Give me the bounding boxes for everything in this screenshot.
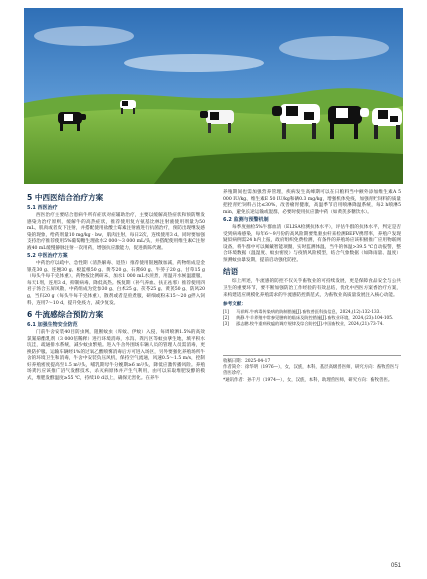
page-number: 051 bbox=[390, 563, 401, 569]
section-6-1-paragraph: 门前牛舍安装40目防虫网，阻断蚊虫（库蚊、伊蚊）入侵，每周喷洒1.5%的高效氯氰菊酯乳剂（3 000倍稀释）进行环境消毒，水沟、粪污区等蚊虫孳生地，填平积水坑洼，疏通排水系统，减少蚊虫繁殖。进入牛舍外围场车辆人员的管理人员需消毒，更换防护服。运输车辆经1%的过氧乙酸喷雾消毒后方可进入场区，另外要强化养殖场所牛舍的环境卫生和消毒，牛舍中安装负压风机，保持空气流通，风速0.5～1.5 m/s，控制好养殖密度提高至1.5 m²/头，哺乳期母牛分娩期≥6 m²/头，降低应激传播风险。养殖场粪污应该推广沼气发酵技术，杀灭病原体并产生气利用，由可以采取堆肥发酵的模式，堆肥发酵温度≥55 ℃，持续10 d以上，确保无害化。在养牛 bbox=[27, 330, 205, 381]
pasture-illustration bbox=[24, 8, 403, 184]
section-6-2-paragraph: 每季度抽检5%牛群血清（ELISA检测抗体水平），评估牛群的抗体水平，判定是否受到病毒感染，每年6～9月份的高风险期要集驱虫杆来检测BEFV携带率，养殖户发现疑似病例需24 h内上报，政府组织免费检测，有条件的养殖场应该积极推广应用物联网设备，将牛群中可以佩戴智能项圈，实时监测体温，当牛的体温>39.5 ℃自动报警，整合环境数据（温湿度、蚊虫密度）与疫情风险模型，结合气象数据（如降雨量、温度）预测蚊虫暴发期，提前启动强化防控。 bbox=[223, 225, 401, 263]
section-5-title: 5 中西医结合治疗方案 bbox=[27, 193, 104, 202]
section-5-2-paragraph: 中药治疗以疏中、急性期（清热解毒、退热）推荐使用银翘散加减，药物组成是金银花30 g、连翘30 g、板蓝根50 g、黄芩20 g、石膏60 g、牛蒡子20 g、甘草15 g（每头牛每千克体重），药物按比例研末，加水1 000 mL水煎煮，用温开水候温灌服，每天1剂，连用3 d，抑制病毒、降低高热。恢复期（补气养血、扶正祛邪）推荐使用四君子汤合玉屏风散，中药组成为党参30 g、白术25 g、茯苓25 g、黄芪50 g、防风20 g，当归20 g（每头牛每千克体重），散剂或者是煎煮服，研细或粉末15～20 g拌入饲料，连用7～10 d，提升免疫力，减少复发。 bbox=[27, 261, 205, 306]
conclusion-title: 结语 bbox=[223, 267, 239, 277]
reference-item: [2] 黄静.牛羊养殖中常参见膳病的临床及防控措施[J].畜牧业环境，2024,(23):104-105. bbox=[223, 314, 394, 320]
corresponding-author: *通讯作者：孙千月（1974—），女，汉族，本科，助理兽医师，研究方向：畜牧兽医。 bbox=[223, 377, 393, 383]
cattle-pasture-photo bbox=[24, 8, 403, 184]
right-column bbox=[223, 190, 401, 384]
received-date: 收稿日期：2025-04-17 bbox=[223, 358, 271, 364]
reference-item: [3] 邵志鹏.牧牛重病致瘟的调疗规律及综合防控[J].中国畜牧业，2024,(21):73-74. bbox=[223, 320, 384, 326]
reference-item: [1] 马祥辉.牛病毒传染病的防制措施[J].畜牧兽医科技信息，2024,(12):132-133. bbox=[223, 308, 381, 314]
section-5-1-paragraph: 西医治疗主要结合患病牛所有症状对症辅助治疗，主要以缓解高热症状和预防继发感染为治疗原则，缓解牛的高热症状，推荐使用复方氨基比林注射液使用剂量为50 mL，肌肉或者皮下注射，并搭配使用盐酸土霉素注射液进行抗菌治疗，预防出现继发感染的现象，给药剂量10 mg/kg · bw，肌肉注射，每日2次，连续使用3 d。同时要加强支持治疗推荐使用5%葡萄糖生理盐水2 000～3 000 mL/头，并搭配使用维生素C注射液40 mL缓慢静脉注射一次用药，增强抗应激能力，促进新陈代谢。 bbox=[27, 213, 205, 251]
section-5-2-title: 5.2 中医治疗方案 bbox=[27, 253, 68, 260]
author-bio: 作者简介：徐华明（1976—），女，汉族，本科，基层高级兽医师，研究方向：畜牧兽医与兽医诊疗。 bbox=[223, 365, 399, 377]
section-5-1-title: 5.1 西医治疗 bbox=[27, 205, 58, 211]
left-column bbox=[27, 190, 205, 382]
continued-paragraph: 养殖期间也需加强营养管理，疾病发生高峰期可以在日粮料当中额外添加维生素A 5 000 IU/kg、维生素E 50 IU/kg和硒0.3 mg/kg，增强机体免疫，加强青贮饲料的质量把控青贮饲料占比≤30%，改善瘤胃健康，高温季节启用喷淋降温系统，每2 h喷淋5 min，避免长途运输或混群，必要时使用抗应激中药（如黄芪多糖饮水）。 bbox=[223, 190, 401, 215]
section-6-1-title: 6.1 加强生物安全防范 bbox=[27, 322, 78, 329]
conclusion-paragraph: 综上所述，牛流感的防控不仅关乎畜牧业的可持续发展，更是保障食品安全与公共卫生的重要环节，要不断加强防治工作经验的有效总结，优化中西医方案香治疗方案，来构建适应规模化养殖需求的牛流感防控新范式，为畜牧业高质量发展注入核心动能。 bbox=[223, 279, 401, 298]
section-6-title: 6 牛流感综合预防方案 bbox=[27, 310, 104, 320]
section-6-2-title: 6.2 监测与预警机制 bbox=[223, 217, 269, 224]
metadata-divider bbox=[223, 355, 401, 356]
article-metadata bbox=[223, 355, 401, 385]
references-title: 参考文献： bbox=[223, 302, 246, 308]
